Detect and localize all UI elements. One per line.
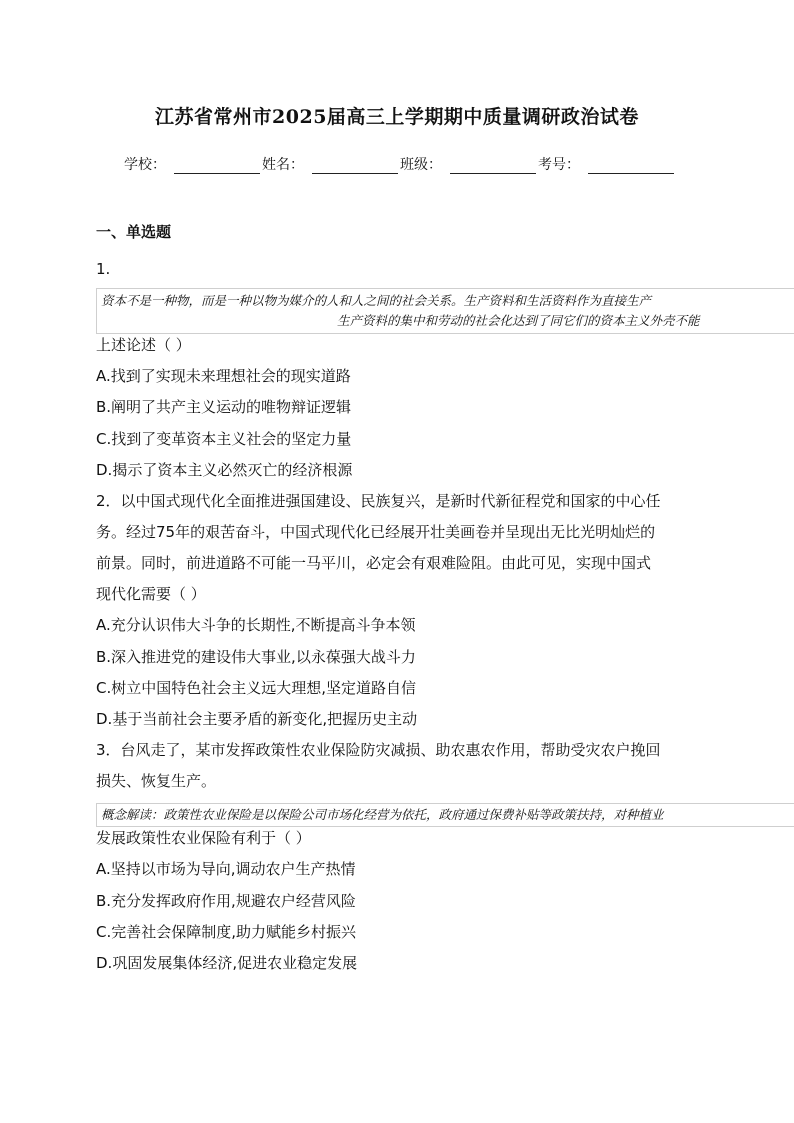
- school-field: [124, 154, 262, 174]
- question-3-quote-box: [96, 803, 794, 827]
- question-2-option-b[interactable]: B.深入推进党的建设伟大事业,以永葆强大战斗力: [96, 648, 416, 666]
- question-2-option-c[interactable]: C.树立中国特色社会主义远大理想,坚定道路自信: [96, 679, 417, 697]
- question-3-stem-after-quote: 发展政策性农业保险有利于（ ）: [96, 829, 311, 847]
- question-3-stem-line: 损失、恢复生产。: [96, 772, 217, 790]
- question-1-option-c[interactable]: C.找到了变革资本主义社会的坚定力量: [96, 430, 352, 448]
- quote-line: 概念解读：政策性农业保险是以保险公司市场化经营为依托，政府通过保费补贴等政策扶持，对种植业: [101, 807, 664, 822]
- exam-number-blank[interactable]: [588, 159, 674, 174]
- question-2-stem-line: 务。经过75年的艰苦奋斗，中国式现代化已经展开壮美画卷并呈现出无比光明灿烂的: [96, 523, 656, 541]
- question-1-stem: 上述论述（ ）: [96, 336, 191, 354]
- question-3-option-b[interactable]: B.充分发挥政府作用,规避农户经营风险: [96, 892, 356, 910]
- name-label: 姓名：: [262, 157, 304, 173]
- name-field: [262, 154, 400, 174]
- student-info-row: [124, 154, 676, 174]
- exam-number-field: [538, 154, 676, 174]
- question-2-option-a[interactable]: A.充分认识伟大斗争的长期性,不断提高斗争本领: [96, 616, 416, 634]
- name-blank[interactable]: [312, 159, 398, 174]
- quote-line: 资本不是一种物，而是一种以物为媒介的人和人之间的社会关系。生产资料和生活资料作为直接生产: [101, 293, 652, 308]
- quote-line: 生产资料的集中和劳动的社会化达到了同它们的资本主义外壳不能: [337, 313, 700, 328]
- question-1-option-a[interactable]: A.找到了实现未来理想社会的现实道路: [96, 367, 351, 385]
- question-1-quote-box: [96, 288, 794, 334]
- class-label: 班级：: [400, 157, 442, 173]
- question-3-option-d[interactable]: D.巩固发展集体经济,促进农业稳定发展: [96, 954, 358, 972]
- question-1-option-d[interactable]: D.揭示了资本主义必然灭亡的经济根源: [96, 461, 353, 479]
- school-label: 学校：: [124, 157, 166, 173]
- question-1-number: 1.: [96, 260, 111, 278]
- question-3-stem-line: 3．台风走了，某市发挥政策性农业保险防灾减损、助农惠农作用，帮助受灾农户挽回: [96, 741, 661, 759]
- question-2-option-d[interactable]: D.基于当前社会主要矛盾的新变化,把握历史主动: [96, 710, 418, 728]
- question-2-stem-line: 前景。同时，前进道路不可能一马平川，必定会有艰难险阻。由此可见，实现中国式: [96, 554, 652, 572]
- question-2-stem-line: 2．以中国式现代化全面推进强国建设、民族复兴，是新时代新征程党和国家的中心任: [96, 492, 661, 510]
- section-heading: 一、单选题: [96, 223, 172, 241]
- class-field: [400, 154, 538, 174]
- class-blank[interactable]: [450, 159, 536, 174]
- question-1-option-b[interactable]: B.阐明了共产主义运动的唯物辩证逻辑: [96, 398, 352, 416]
- exam-number-label: 考号：: [538, 157, 580, 173]
- question-3-option-c[interactable]: C.完善社会保障制度,助力赋能乡村振兴: [96, 923, 357, 941]
- page-title: 江苏省常州市2025届高三上学期期中质量调研政治试卷: [155, 106, 639, 128]
- school-blank[interactable]: [174, 159, 260, 174]
- question-2-stem-line: 现代化需要（ ）: [96, 585, 206, 603]
- question-3-option-a[interactable]: A.坚持以市场为导向,调动农户生产热情: [96, 860, 356, 878]
